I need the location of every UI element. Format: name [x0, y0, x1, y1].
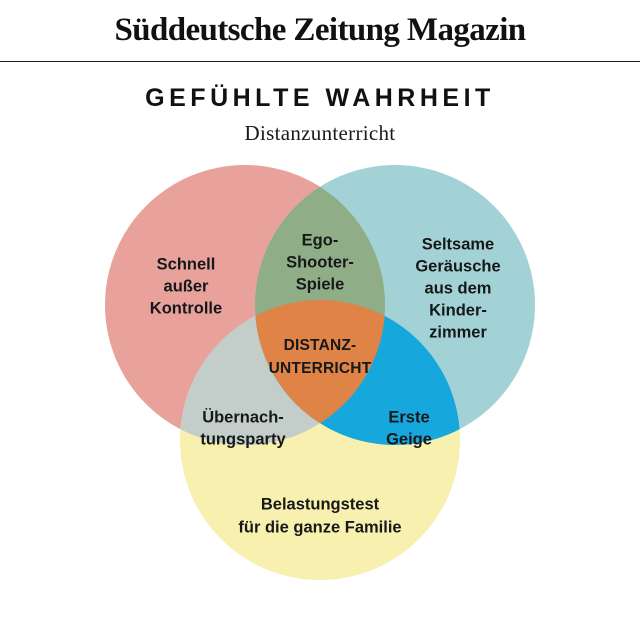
venn-label-teal-line3: aus dem [424, 279, 492, 298]
headline-block [0, 62, 640, 146]
venn-label-red-line2: außer [163, 277, 209, 296]
venn-label-teal-line1: Seltsame [421, 235, 495, 254]
venn-diagram [0, 150, 640, 640]
venn-label-teal-line5: zimmer [429, 323, 487, 342]
masthead-title: Süddeutsche Zeitung Magazin [114, 12, 526, 48]
venn-label-center-line1: DISTANZ- [283, 337, 357, 355]
venn-label-red-line1: Schnell [156, 255, 216, 274]
venn-label-center-line2: UNTERRICHT [268, 360, 372, 378]
page-kicker: GEFÜHLTE WAHRHEIT [145, 84, 495, 112]
venn-label-red-yellow-line1: Übernach- [202, 408, 284, 427]
venn-label-teal-yellow-line1: Erste [388, 408, 430, 427]
venn-label-red-teal-line1: Ego- [301, 231, 339, 250]
venn-label-teal-line2: Geräusche [415, 257, 501, 276]
venn-label-red-teal-line3: Spiele [295, 275, 345, 294]
venn-label-red-line3: Kontrolle [149, 299, 223, 318]
venn-label-yellow-line2: für die ganze Familie [238, 518, 402, 537]
venn-label-red-yellow-line2: tungsparty [200, 430, 286, 449]
page-subtitle: Distanzunterricht [244, 121, 396, 145]
venn-label-teal-yellow-line2: Geige [386, 430, 432, 449]
masthead [0, 0, 640, 62]
venn-label-red-teal-line2: Shooter- [286, 253, 354, 272]
venn-label-teal-line4: Kinder- [429, 301, 487, 320]
venn-label-yellow-line1: Belastungstest [260, 495, 380, 514]
